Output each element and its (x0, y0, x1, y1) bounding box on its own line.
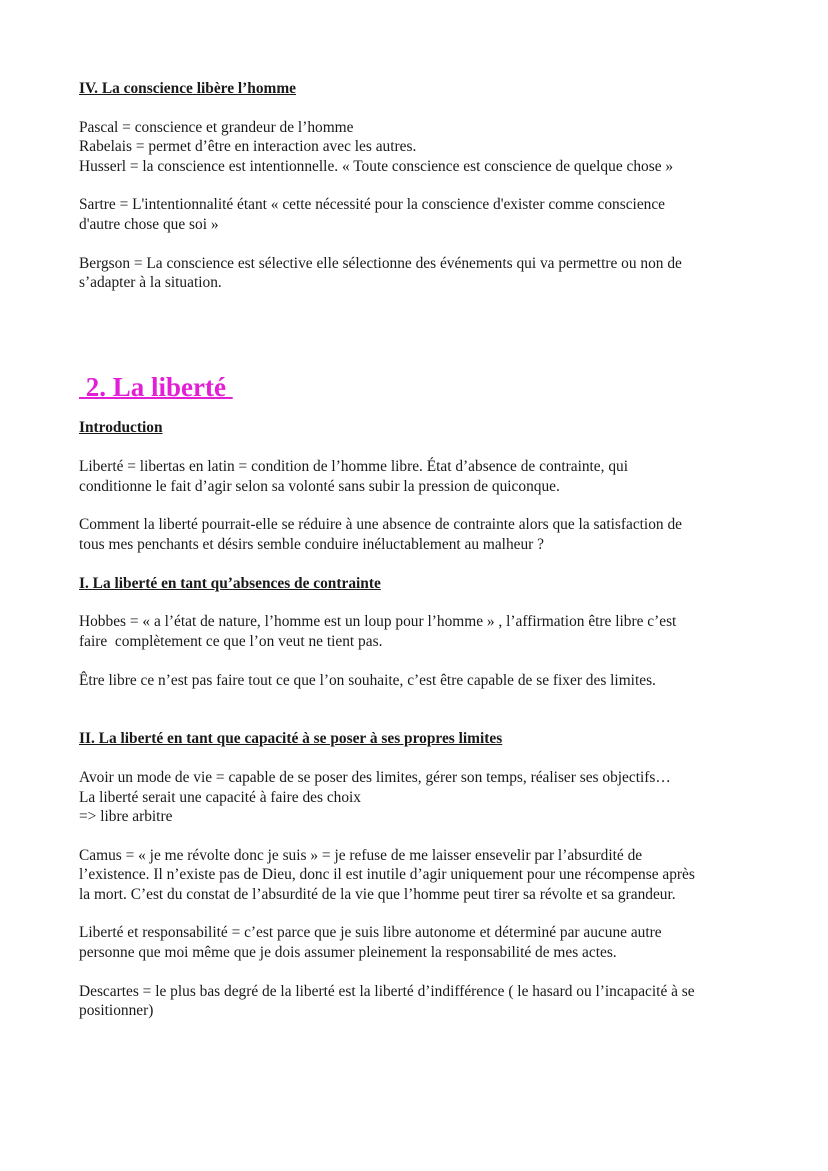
document-content (79, 79, 769, 1020)
paragraph-descartes (79, 982, 769, 1021)
paragraph-camus (79, 846, 769, 904)
text-line: personne que moi même que je dois assumer pleinement la responsabilité de mes actes. (79, 943, 617, 961)
text-line: la mort. C’est du constat de l’absurdité de la vie que l’homme peut tirer sa révolte et sa grandeur. (79, 885, 676, 903)
text-line: d'autre chose que soi » (79, 215, 219, 233)
text-line: Descartes = le plus bas degré de la liberté est la liberté d’indifférence ( le hasard ou l’incapacité à se (79, 982, 695, 1000)
text-line: tous mes penchants et désirs semble conduire inéluctablement au malheur ? (79, 535, 544, 553)
paragraph-bergson (79, 254, 769, 293)
paragraph-sartre (79, 195, 769, 234)
paragraph-question (79, 515, 769, 554)
text-line: => libre arbitre (79, 808, 173, 826)
text-line: La liberté serait une capacité à faire des choix (79, 788, 362, 806)
section-heading-i: I. La liberté en tant qu’absences de contrainte (79, 574, 381, 592)
section-heading-introduction: Introduction (79, 419, 163, 437)
paragraph-responsabilite (79, 923, 769, 962)
text-line: Rabelais = permet d’être en interaction avec les autres. (79, 138, 417, 156)
text-line: Être libre ce n’est pas faire tout ce que l’on souhaite, c’est être capable de se fixer des limites. (79, 671, 656, 689)
text-line: Hobbes = « a l’état de nature, l’homme est un loup pour l’homme » , l’affirmation être libre c’est (79, 613, 677, 631)
paragraph-mode-de-vie (79, 768, 769, 826)
text-line: conditionne le fait d’agir selon sa volonté sans subir la pression de quiconque. (79, 477, 560, 495)
paragraph-definition (79, 457, 769, 496)
text-line: Sartre = L'intentionnalité étant « cette nécessité pour la conscience d'exister comme conscience (79, 196, 666, 214)
paragraph-conclusion (79, 671, 769, 690)
text-line: l’existence. Il n’existe pas de Dieu, donc il est inutile d’agir uniquement pour une récompense après (79, 866, 695, 884)
text-line: Pascal = conscience et grandeur de l’homme (79, 118, 354, 136)
text-line: Comment la liberté pourrait-elle se réduire à une absence de contrainte alors que la satisfaction de (79, 516, 682, 534)
text-line: Bergson = La conscience est sélective elle sélectionne des événements qui va permettre ou non de (79, 254, 682, 272)
text-line: positionner) (79, 1002, 154, 1020)
text-line: faire complètement ce que l’on veut ne tient pas. (79, 632, 383, 650)
section-heading-iv: IV. La conscience libère l’homme (79, 80, 297, 97)
paragraph-hobbes (79, 612, 769, 651)
paragraph-pascal-rabelais-husserl (79, 118, 769, 176)
text-line: Avoir un mode de vie = capable de se poser des limites, gérer son temps, réaliser ses objectifs… (79, 769, 671, 787)
text-line: Liberté = libertas en latin = condition de l’homme libre. État d’absence de contrainte, qui (79, 458, 629, 476)
section-heading-ii: II. La liberté en tant que capacité à se poser à ses propres limites (79, 730, 503, 748)
text-line: Husserl = la conscience est intentionnelle. « Toute conscience est conscience de quelque chose » (79, 157, 674, 175)
text-line: Liberté et responsabilité = c’est parce que je suis libre autonome et déterminé par aucune autre (79, 924, 662, 942)
chapter-title: 2. La liberté (79, 372, 233, 403)
text-line: Camus = « je me révolte donc je suis » = je refuse de me laisser ensevelir par l’absurdité de (79, 846, 643, 864)
text-line: s’adapter à la situation. (79, 274, 222, 292)
